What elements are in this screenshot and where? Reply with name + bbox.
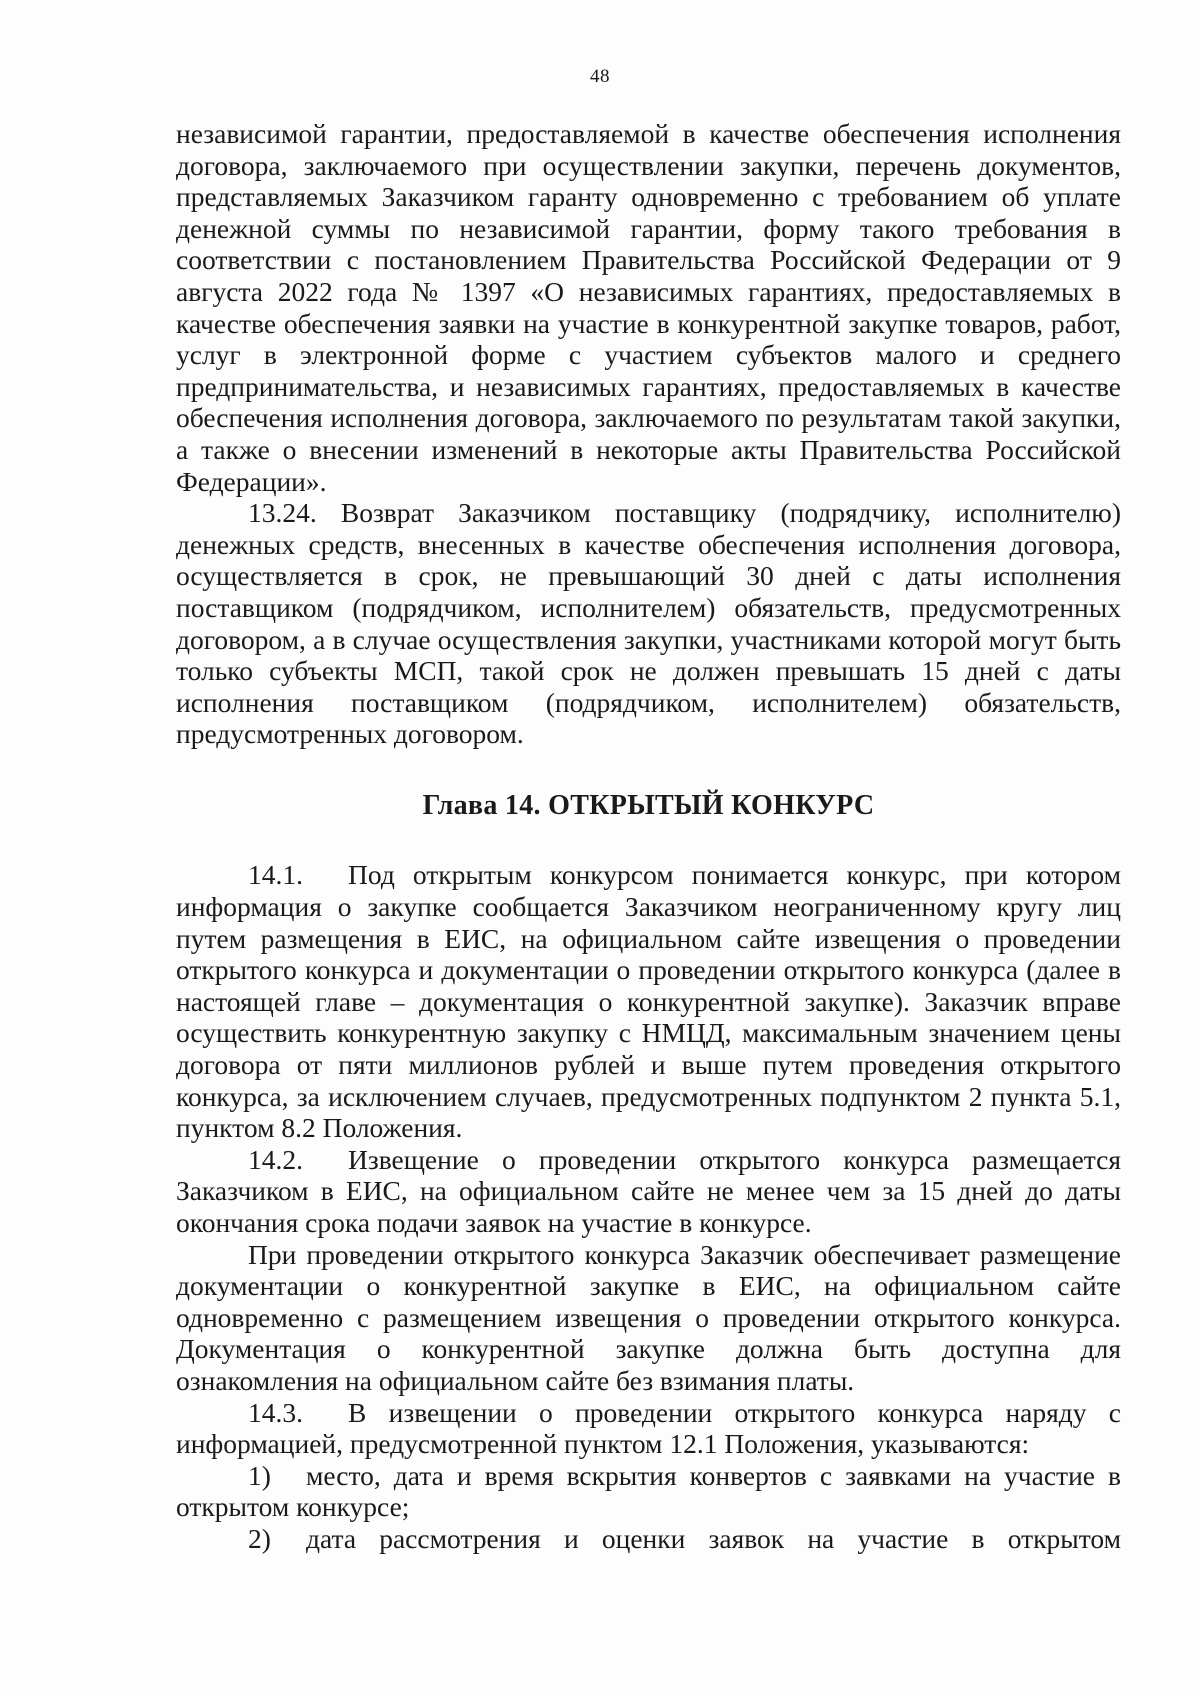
list-item-number: 1): [248, 1459, 271, 1491]
paragraph-13-24: [176, 497, 1121, 750]
paragraph-14-3: [176, 1397, 1121, 1460]
page-number: 48: [590, 66, 610, 87]
paragraph-text: Возврат Заказчиком поставщику (подрядчику, исполнителю) денежных средств, внесенных в качестве обеспечения исполнения договора, осуществляется в срок, не превышающий 30 дней с даты исполнения поставщиком (подрядчиком, исполнителем) обязательств, предусмотренных договором, а в случае осуществления закупки, участниками которой могут быть только субъекты МСП, такой срок не должен превышать 15 дней с даты исполнения поставщиком (подрядчиком, исполнителем) обязательств, предусмотренных договором.: [176, 497, 1121, 750]
list-item-text: дата рассмотрения и оценки заявок на участие в открытом: [306, 1522, 1121, 1554]
paragraph-continuation: независимой гарантии, предоставляемой в качестве обеспечения исполнения договора, заключаемого при осуществлении закупки, перечень документов, представляемых Заказчиком гаранту одновременно с требованием об уплате денежной суммы по независимой гарантии, форму такого требования в соответствии с постановлением Правительства Российской Федерации от 9 августа 2022 года № 1397 «О независимых гарантиях, предоставляемых в качестве обеспечения заявки на участие в конкурентной закупке товаров, работ, услуг в электронной форме с участием субъектов малого и среднего предпринимательства, и независимых гарантиях, предоставляемых в качестве обеспечения исполнения договора, заключаемого по результатам такой закупки, а также о внесении изменений в некоторые акты Правительства Российской Федерации».: [176, 118, 1121, 497]
paragraph-text: Под открытым конкурсом понимается конкурс, при котором информация о закупке сообщается Заказчиком неограниченному кругу лиц путем размещения в ЕИС, на официальном сайте извещения о проведении открытого конкурса и документации о проведении открытого конкурса (далее в настоящей главе – документация о конкурентной закупке). Заказчик вправе осуществить конкурентную закупку с НМЦД, максимальным значением цены договора от пяти миллионов рублей и выше путем проведения открытого конкурса, за исключением случаев, предусмотренных подпунктом 2 пункта 5.1, пунктом 8.2 Положения.: [176, 859, 1121, 1144]
paragraph-14-2: [176, 1144, 1121, 1239]
paragraph-text: Извещение о проведении открытого конкурса размещается Заказчиком в ЕИС, на официальном сайте не менее чем за 15 дней до даты окончания срока подачи заявок на участие в конкурсе.: [176, 1143, 1121, 1238]
paragraph-number: 14.3.: [248, 1396, 303, 1428]
chapter-heading: Глава 14. ОТКРЫТЫЙ КОНКУРС: [422, 789, 875, 821]
paragraph-14-1: [176, 859, 1121, 1143]
paragraph-number: 13.24.: [248, 497, 317, 529]
list-item-1: [176, 1460, 1121, 1523]
list-item-text: место, дата и время вскрытия конвертов с заявками на участие в открытом конкурсе;: [176, 1459, 1121, 1523]
document-body: [176, 118, 1121, 1555]
paragraph-number: 14.2.: [248, 1143, 303, 1175]
list-item-number: 2): [248, 1522, 271, 1554]
paragraph-14-2-continued: При проведении открытого конкурса Заказчик обеспечивает размещение документации о конкурентной закупке в ЕИС, на официальном сайте одновременно с размещением извещения о проведении открытого конкурса. Документация о конкурентной закупке должна быть доступна для ознакомления на официальном сайте без взимания платы.: [176, 1238, 1121, 1396]
paragraph-number: 14.1.: [248, 859, 303, 891]
list-item-2: [176, 1523, 1121, 1555]
paragraph-text: В извещении о проведении открытого конкурса наряду с информацией, предусмотренной пунктом 12.1 Положения, указываются:: [176, 1396, 1121, 1460]
